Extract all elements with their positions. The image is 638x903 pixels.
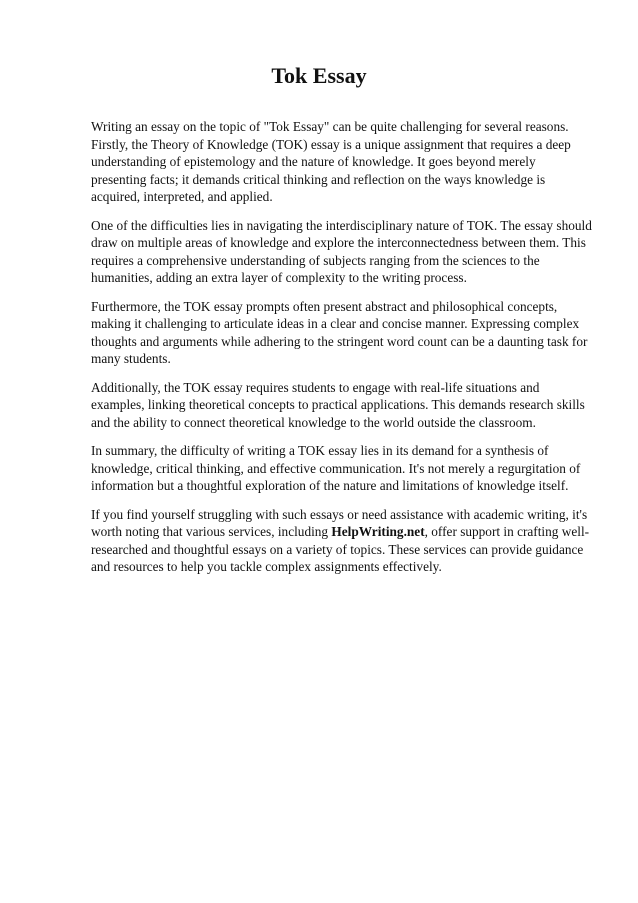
closing-text-before: If you find yourself struggling with such essays or need assistance with academic writing, it's worth noting that various services, including [91,506,588,539]
paragraph-intro: Writing an essay on the topic of "Tok Essay" can be quite challenging for several reasons. Firstly, the Theory of Knowledge (TOK) essay is a unique assignment that requires a deep understanding of epistemology and the nature of knowledge. It goes beyond merely presenting facts; it demands critical thinking and reflection on the ways knowledge is acquired, interpreted, and applied. [91,119,571,204]
closing-text-after: , offer support in crafting well-researched and thoughtful essays on a variety of topics. These services can provide guidance and resources to help you tackle complex assignments effectively. [91,524,590,574]
paragraph-abstract-concepts: Furthermore, the TOK essay prompts often present abstract and philosophical concepts, making it challenging to articulate ideas in a clear and concise manner. Expressing complex thoughts and arguments while adhering to the stringent word count can be a daunting task for many students. [91,298,588,366]
document-body [91,118,594,587]
brand-name: HelpWriting.net [331,524,425,539]
paragraph-closing [91,506,594,576]
paragraph-real-life: Additionally, the TOK essay requires students to engage with real-life situations and examples, linking theoretical concepts to practical applications. This demands research skills and the ability to connect theoretical knowledge to the world outside the classroom. [91,379,585,430]
page-title: Tok Essay [271,63,367,88]
paragraph-interdisciplinary: One of the difficulties lies in navigating the interdisciplinary nature of TOK. The essay should draw on multiple areas of knowledge and explore the interconnectedness between them. This requires a comprehensive understanding of subjects ranging from the sciences to the humanities, adding an extra layer of complexity to the writing process. [91,217,592,285]
paragraph-summary: In summary, the difficulty of writing a TOK essay lies in its demand for a synthesis of knowledge, critical thinking, and effective communication. It's not merely a regurgitation of information but a thoughtful exploration of the nature and limitations of knowledge itself. [91,443,581,493]
